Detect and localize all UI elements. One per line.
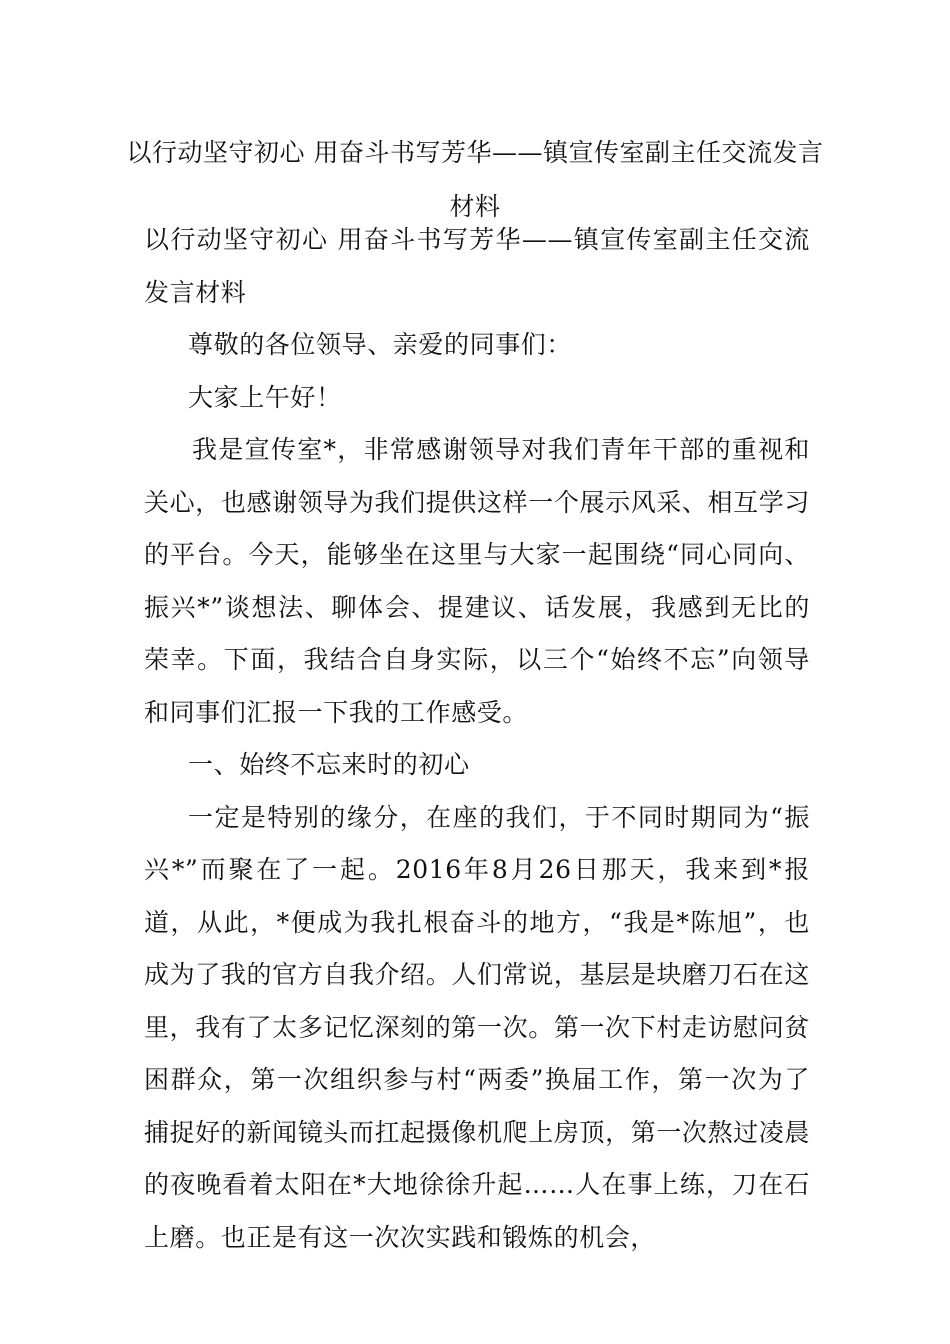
salutation: 尊敬的各位领导、亲爱的同事们： (188, 330, 573, 359)
paragraph-section-1: 一定是特别的缘分，在座的我们，于不同时期同为“振兴*”而聚在了一起。2016年8月26日那天，我来到*报道，从此，*便成为我扎根奋斗的地方，“我是*陈旭”，也成为了我的官方自我介绍。人们常说，基层是块磨刀石在这里，我有了太多记忆深刻的第一次。第一次下村走访慰问贫困群众，第一次组织参与村“两委”换届工作，第一次为了捕捉好的新闻镜头而扛起摄像机爬上房顶，第一次熬过凌晨的夜晚看着太阳在*大地徐徐升起……人在事上练，刀在石上磨。也正是有这一次次实践和锻炼的机会， (144, 802, 810, 1252)
paragraph-intro: 我是宣传室*，非常感谢领导对我们青年干部的重视和关心，也感谢领导为我们提供这样一个展示风采、相互学习的平台。今天，能够坐在这里与大家一起围绕“同心同向、振兴*”谈想法、聊体会、提建议、话发展，我感到无比的荣幸。下面，我结合自身实际，以三个“始终不忘”向领导和同事们汇报一下我的工作感受。 (144, 435, 810, 727)
document-body (144, 214, 810, 1264)
document-subtitle: 以行动坚守初心 用奋斗书写芳华——镇宣传室副主任交流发言材料 (144, 225, 810, 307)
greeting: 大家上午好！ (188, 382, 342, 412)
document-title: 以行动坚守初心 用奋斗书写芳华——镇宣传室副主任交流发言材料 (126, 138, 824, 221)
section-heading-1: 一、始终不忘来时的初心 (188, 750, 470, 779)
